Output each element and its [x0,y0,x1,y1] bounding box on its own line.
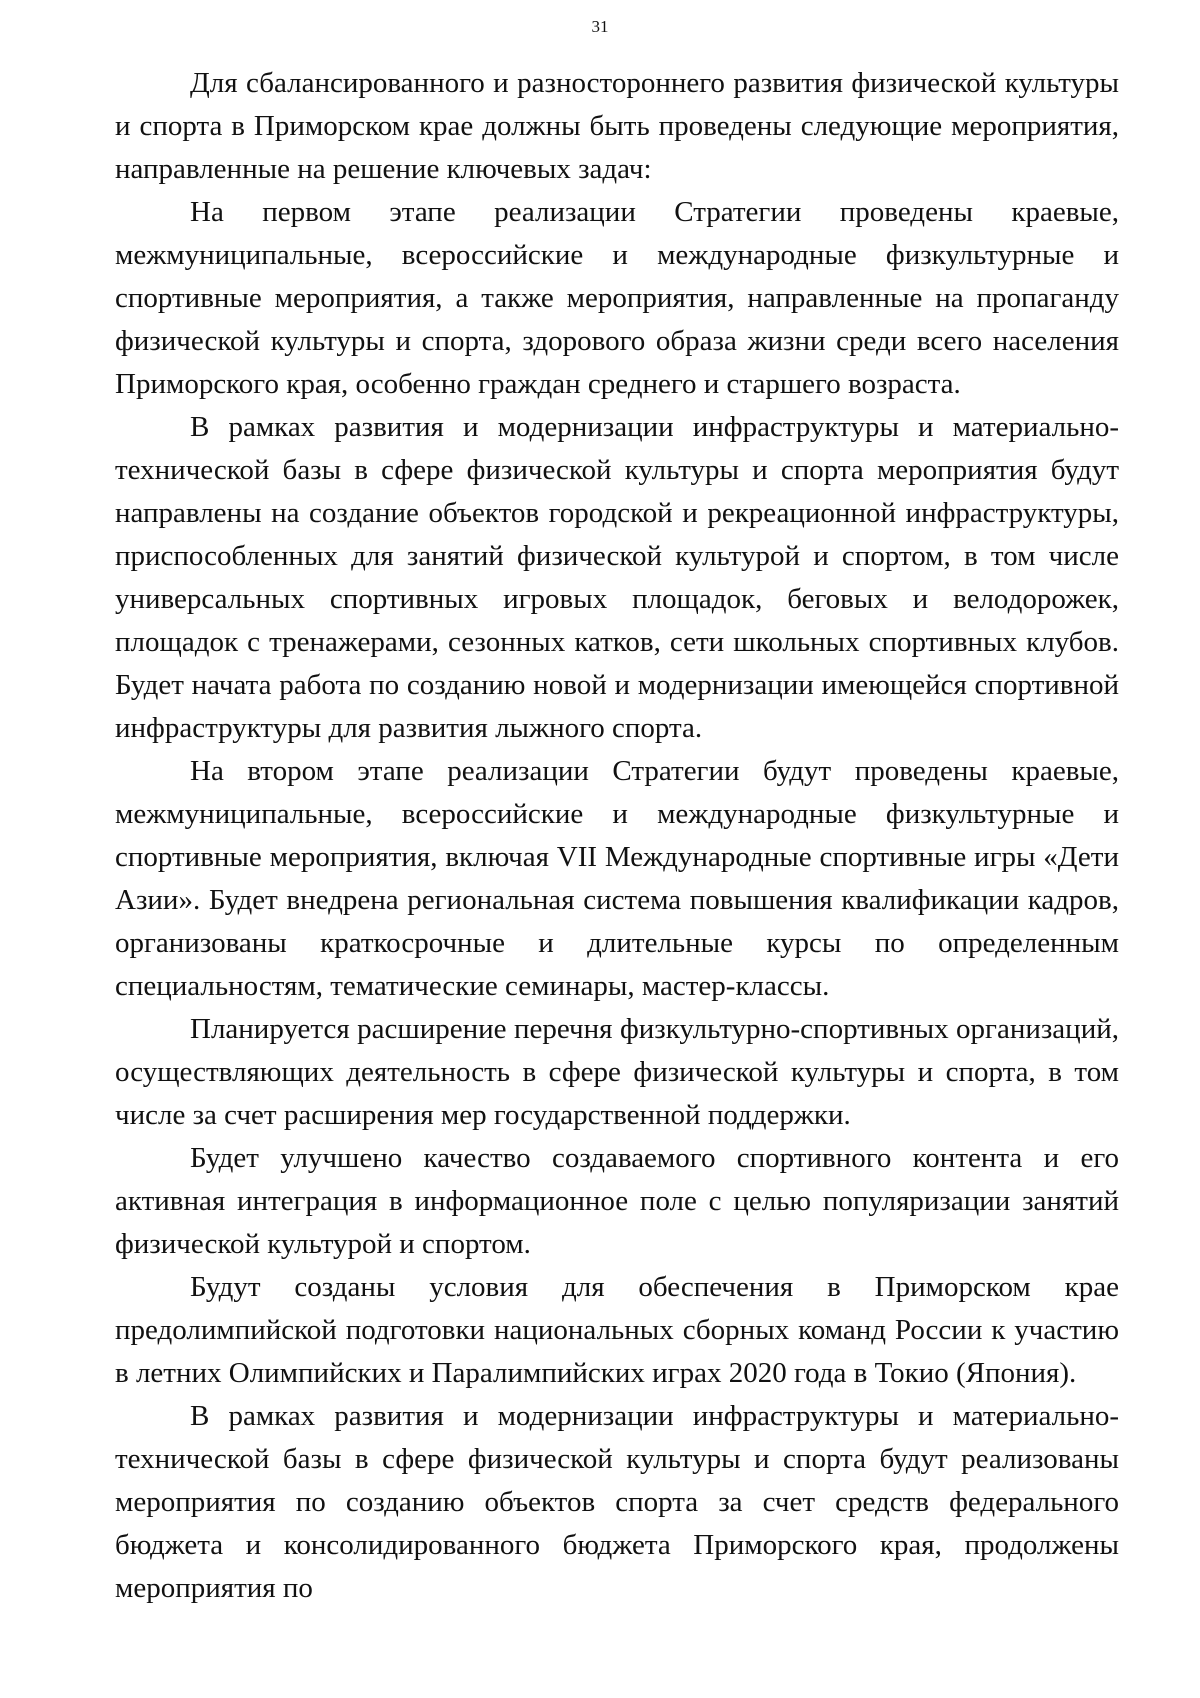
paragraph-6: Будет улучшено качество создаваемого спортивного контента и его активная интеграция в информационное поле с целью популяризации занятий физической культурой и спортом. [115,1142,1119,1260]
paragraph-7: Будут созданы условия для обеспечения в Приморском крае предолимпийской подготовки национальных сборных команд России к участию в летних Олимпийских и Паралимпийских играх 2020 года в Токио (Япония). [115,1271,1119,1389]
paragraph-4: На втором этапе реализации Стратегии будут проведены краевые, межмуниципальные, всероссийские и международные физкультурные и спортивные мероприятия, включая VII Международные спортивные игры «Дети Азии». Будет внедрена региональная система повышения квалификации кадров, организованы краткосрочные и длительные курсы по определенным специальностям, тематические семинары, мастер-классы. [115,755,1119,1002]
paragraph-8: В рамках развития и модернизации инфраструктуры и материально-технической базы в сфере физической культуры и спорта будут реализованы мероприятия по созданию объектов спорта за счет средств федерального бюджета и консолидированного бюджета Приморского края, продолжены мероприятия по [115,1400,1119,1604]
paragraph-5: Планируется расширение перечня физкультурно-спортивных организаций, осуществляющих деятельность в сфере физической культуры и спорта, в том числе за счет расширения мер государственной поддержки. [115,1013,1119,1131]
paragraph-3: В рамках развития и модернизации инфраструктуры и материально-технической базы в сфере физической культуры и спорта мероприятия будут направлены на создание объектов городской и рекреационной инфраструктуры, приспособленных для занятий физической культурой и спортом, в том числе универсальных спортивных игровых площадок, беговых и велодорожек, площадок с тренажерами, сезонных катков, сети школьных спортивных клубов. Будет начата работа по созданию новой и модернизации имеющейся спортивной инфраструктуры для развития лыжного спорта. [115,411,1119,744]
body-text [115,62,1119,1610]
page-number: 31 [591,17,609,36]
paragraph-2: На первом этапе реализации Стратегии проведены краевые, межмуниципальные, всероссийские и международные физкультурные и спортивные мероприятия, а также мероприятия, направленные на пропаганду физической культуры и спорта, здорового образа жизни среди всего населения Приморского края, особенно граждан среднего и старшего возраста. [115,196,1119,400]
paragraph-1: Для сбалансированного и разностороннего развития физической культуры и спорта в Приморском крае должны быть проведены следующие мероприятия, направленные на решение ключевых задач: [115,67,1119,185]
